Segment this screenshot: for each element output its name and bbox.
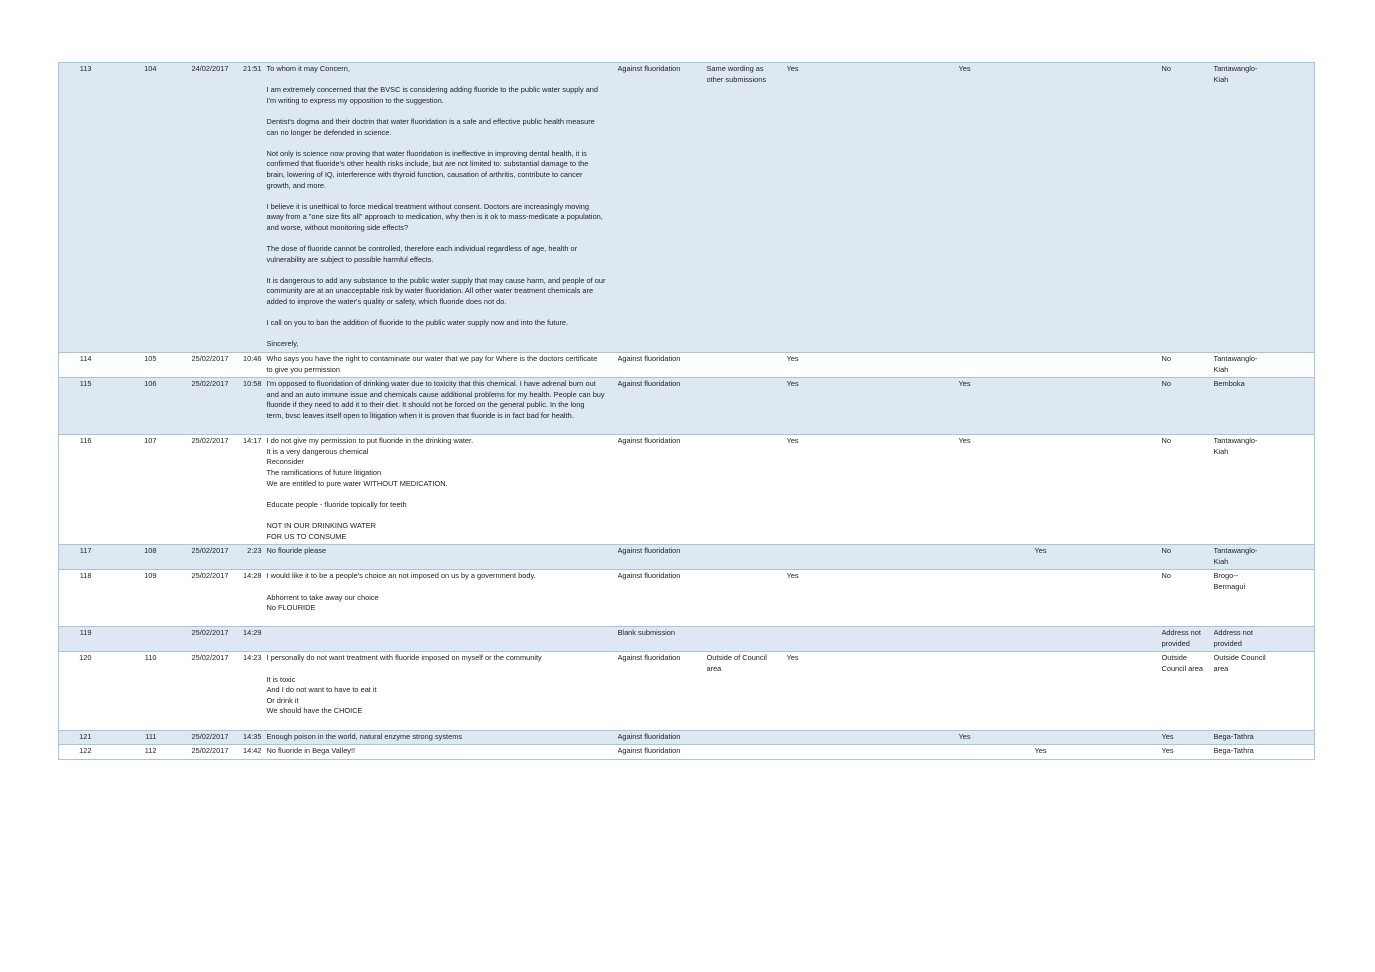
note-cell [707, 353, 787, 378]
note-cell: Same wording as other submissions [707, 63, 787, 353]
submission-id-cell: 106 [99, 378, 165, 435]
comment-line: The ramifications of future litigation [266, 467, 382, 477]
submission-date-cell: 25/02/2017 [165, 627, 229, 652]
locality-cell: Bemboka [1214, 378, 1315, 435]
submission-number-cell: 119 [59, 627, 99, 652]
comment-line: to give you permission [266, 364, 341, 374]
submission-id-cell: 110 [99, 652, 165, 730]
resident-cell: No [1162, 435, 1214, 545]
criteria-3-cell [1035, 435, 1113, 545]
locality-cell: Tantawanglo- Kiah [1214, 63, 1315, 353]
criteria-4-cell [1113, 627, 1162, 652]
submission-number-cell: 114 [59, 353, 99, 378]
comment-line: fluoride if they need to add it to their diet. It should not be forced on the general public. In the long [266, 400, 585, 410]
comment-line [267, 422, 618, 433]
resident-cell: Yes [1162, 745, 1214, 760]
comment-line: Educate people - fluoride topically for teeth [266, 499, 407, 509]
comment-line: added to improve the water's quality or safety, which fluoride does not do. [266, 297, 507, 307]
criteria-3-cell: Yes [1035, 745, 1113, 760]
comment-line [267, 191, 618, 202]
comment-line: It is toxic [266, 674, 296, 684]
comment-line: Who says you have the right to contaminate our water that we pay for Where is the doctors certificate [266, 354, 598, 364]
comment-line: I would like it to be a people's choice an not imposed on us by a government body. [266, 571, 536, 581]
submission-time-cell: 14:28 [229, 570, 265, 627]
criteria-1-cell: Yes [787, 63, 959, 353]
note-cell: Outside of Council area [707, 652, 787, 730]
submissions-sheet [58, 62, 1314, 760]
position-cell: Against fluoridation [618, 545, 707, 570]
comment-line [267, 106, 618, 117]
locality-cell: Bega-Tathra [1214, 730, 1315, 745]
submission-time-cell: 14:42 [229, 745, 265, 760]
note-cell [707, 730, 787, 745]
table-row [59, 652, 1315, 730]
comment-cell [265, 570, 618, 627]
comment-cell [265, 545, 618, 570]
comment-line: and and an auto immune issue and chemicals cause additional problems for my health. People can buy [266, 389, 605, 399]
criteria-3-cell [1035, 353, 1113, 378]
criteria-2-cell [959, 745, 1035, 760]
note-cell [707, 570, 787, 627]
resident-cell: No [1162, 545, 1214, 570]
locality-cell: Bega-Tathra [1214, 745, 1315, 760]
criteria-1-cell: Yes [787, 570, 959, 627]
resident-cell: No [1162, 63, 1214, 353]
comment-line [267, 265, 618, 276]
submission-id-cell [99, 627, 165, 652]
resident-cell: Address not provided [1162, 627, 1214, 652]
resident-cell: Yes [1162, 730, 1214, 745]
comment-line: Enough poison in the world, natural enzyme strong systems [266, 731, 463, 741]
criteria-4-cell [1113, 378, 1162, 435]
position-cell: Against fluoridation [618, 63, 707, 353]
note-cell [707, 627, 787, 652]
submission-date-cell: 25/02/2017 [165, 570, 229, 627]
table-row [59, 353, 1315, 378]
submission-date-cell: 24/02/2017 [165, 63, 229, 353]
criteria-2-cell [959, 545, 1035, 570]
submission-number-cell: 121 [59, 730, 99, 745]
comment-line: I personally do not want treatment with fluoride imposed on myself or the community [266, 653, 542, 663]
position-cell: Against fluoridation [618, 570, 707, 627]
comment-line: away from a "one size fits all" approach to medication, why then is it ok to mass-medicate a population, [266, 212, 603, 222]
criteria-2-cell [959, 353, 1035, 378]
criteria-1-cell: Yes [787, 652, 959, 730]
submission-date-cell: 25/02/2017 [165, 545, 229, 570]
criteria-2-cell: Yes [959, 730, 1035, 745]
locality-cell: Tantawanglo- Kiah [1214, 353, 1315, 378]
comment-line [267, 138, 618, 149]
locality-cell: Outside Council area [1214, 652, 1315, 730]
criteria-2-cell: Yes [959, 435, 1035, 545]
position-cell: Against fluoridation [618, 730, 707, 745]
criteria-4-cell [1113, 745, 1162, 760]
comment-line: I call on you to ban the addition of fluoride to the public water supply now and into the future. [266, 318, 569, 328]
criteria-1-cell [787, 627, 959, 652]
comment-line: We should have the CHOICE [266, 706, 363, 716]
comment-line [267, 308, 618, 319]
criteria-3-cell: Yes [1035, 545, 1113, 570]
resident-cell: No [1162, 353, 1214, 378]
resident-cell: No [1162, 570, 1214, 627]
comment-cell [265, 63, 618, 353]
comment-cell [265, 627, 618, 652]
locality-cell: Brogo-- Bermagui [1214, 570, 1315, 627]
note-cell [707, 745, 787, 760]
locality-cell: Tantawanglo- Kiah [1214, 545, 1315, 570]
submission-time-cell: 14:35 [229, 730, 265, 745]
submission-date-cell: 25/02/2017 [165, 745, 229, 760]
comment-line: I am extremely concerned that the BVSC is considering adding fluoride to the public water supply and [266, 85, 599, 95]
comment-line: I'm writing to express my opposition to the suggestion. [266, 95, 444, 105]
submission-id-cell: 105 [99, 353, 165, 378]
submission-number-cell: 117 [59, 545, 99, 570]
submission-time-cell: 10:58 [229, 378, 265, 435]
note-cell [707, 545, 787, 570]
criteria-1-cell: Yes [787, 353, 959, 378]
submission-date-cell: 25/02/2017 [165, 435, 229, 545]
criteria-1-cell: Yes [787, 435, 959, 545]
position-cell: Against fluoridation [618, 745, 707, 760]
comment-line: vulnerability are subject to possible harmful effects. [266, 254, 434, 264]
criteria-1-cell [787, 745, 959, 760]
comment-line: Not only is science now proving that water fluoridation is ineffective in improving dental health, it is [266, 148, 587, 158]
table-row [59, 63, 1315, 353]
comment-line [267, 234, 618, 245]
submission-number-cell: 113 [59, 63, 99, 353]
criteria-1-cell [787, 730, 959, 745]
position-cell: Against fluoridation [618, 435, 707, 545]
criteria-3-cell [1035, 63, 1113, 353]
criteria-1-cell [787, 545, 959, 570]
note-cell [707, 378, 787, 435]
comment-line: We are entitled to pure water WITHOUT MEDICATION. [266, 478, 448, 488]
criteria-2-cell [959, 627, 1035, 652]
comment-line: It is dangerous to add any substance to the public water supply that may cause harm, and people of our [266, 275, 606, 285]
comment-line: To whom it may Concern, [266, 64, 350, 73]
criteria-3-cell [1035, 652, 1113, 730]
criteria-3-cell [1035, 570, 1113, 627]
comment-line: community are at an unacceptable risk by water fluoridation. All other water treatment chemicals are [266, 286, 594, 296]
position-cell: Against fluoridation [618, 353, 707, 378]
note-cell [707, 435, 787, 545]
submission-id-cell: 107 [99, 435, 165, 545]
comment-line [267, 664, 618, 675]
criteria-4-cell [1113, 570, 1162, 627]
comment-line: term, bvsc leaves itself open to litigation when it is proven that fluoride is in fact bad for health. [266, 411, 574, 420]
locality-cell: Tantawanglo- Kiah [1214, 435, 1315, 545]
table-row [59, 570, 1315, 627]
comment-line [267, 75, 618, 86]
comment-line [267, 582, 618, 593]
submission-date-cell: 25/02/2017 [165, 378, 229, 435]
criteria-2-cell: Yes [959, 63, 1035, 353]
comment-line: Dentist's dogma and their doctrin that water fluoridation is a safe and effective public health measure [266, 116, 595, 126]
table-row [59, 730, 1315, 745]
submission-time-cell: 21:51 [229, 63, 265, 353]
comment-line: Reconsider [266, 457, 304, 467]
resident-cell: Outside Council area [1162, 652, 1214, 730]
submission-date-cell: 25/02/2017 [165, 353, 229, 378]
comment-cell [265, 435, 618, 545]
comment-line: FOR US TO CONSUME [266, 531, 347, 541]
criteria-3-cell [1035, 730, 1113, 745]
criteria-4-cell [1113, 652, 1162, 730]
criteria-3-cell [1035, 627, 1113, 652]
comment-line: I'm opposed to fluoridation of drinking water due to toxicity that this chemical. I have adrenal burn out [266, 379, 596, 389]
table-row [59, 745, 1315, 760]
comment-line [267, 510, 618, 521]
comment-line [267, 614, 618, 625]
submission-time-cell: 14:29 [229, 627, 265, 652]
criteria-1-cell: Yes [787, 378, 959, 435]
position-cell: Against fluoridation [618, 378, 707, 435]
comment-line: Sincerely, [266, 339, 299, 349]
criteria-2-cell [959, 570, 1035, 627]
submissions-table [58, 62, 1315, 760]
comment-line: I do not give my permission to put fluoride in the drinking water. [266, 436, 474, 446]
submission-id-cell: 104 [99, 63, 165, 353]
comment-line: can no longer be defended in science. [266, 127, 392, 137]
table-row [59, 627, 1315, 652]
criteria-2-cell: Yes [959, 378, 1035, 435]
comment-cell [265, 378, 618, 435]
comment-line: No fluoride in Bega Valley!! [266, 746, 356, 756]
comment-line: No FLOURIDE [266, 603, 316, 613]
comment-line: The dose of fluoride cannot be controlled, therefore each individual regardless of age, health or [266, 244, 578, 254]
submissions-rows [59, 63, 1315, 760]
comment-cell [265, 353, 618, 378]
submission-time-cell: 14:17 [229, 435, 265, 545]
submission-time-cell: 14:23 [229, 652, 265, 730]
comment-line: It is a very dangerous chemical [266, 446, 369, 456]
criteria-4-cell [1113, 730, 1162, 745]
comment-line [267, 628, 618, 639]
comment-line: And I do not want to have to eat it [266, 685, 377, 695]
comment-line: No flouride please [266, 546, 327, 556]
comment-line [267, 329, 618, 340]
comment-line: brain, lowering of IQ, interference with thyroid function, causation of arthritis, contribute to cancer [266, 169, 583, 179]
submission-number-cell: 116 [59, 435, 99, 545]
comment-cell [265, 730, 618, 745]
comment-line: I believe it is unethical to force medical treatment without consent. Doctors are increasingly moving [266, 201, 589, 211]
resident-cell: No [1162, 378, 1214, 435]
table-row [59, 435, 1315, 545]
submission-id-cell: 112 [99, 745, 165, 760]
submission-time-cell: 2:23 [229, 545, 265, 570]
submission-time-cell: 10:46 [229, 353, 265, 378]
comment-line: and worse, without monitoring side effects? [266, 222, 409, 232]
submission-id-cell: 109 [99, 570, 165, 627]
comment-line: Or drink it [266, 695, 299, 705]
comment-cell [265, 745, 618, 760]
criteria-3-cell [1035, 378, 1113, 435]
position-cell: Blank submission [618, 627, 707, 652]
comment-line: NOT IN OUR DRINKING WATER [266, 520, 376, 530]
submission-date-cell: 25/02/2017 [165, 730, 229, 745]
comment-line: Abhorrent to take away our choice [266, 592, 379, 602]
submission-id-cell: 111 [99, 730, 165, 745]
locality-cell: Address not provided [1214, 627, 1315, 652]
criteria-4-cell [1113, 353, 1162, 378]
submission-date-cell: 25/02/2017 [165, 652, 229, 730]
table-row [59, 545, 1315, 570]
criteria-4-cell [1113, 435, 1162, 545]
submission-number-cell: 122 [59, 745, 99, 760]
table-row [59, 378, 1315, 435]
comment-line [267, 489, 618, 500]
criteria-4-cell [1113, 545, 1162, 570]
submission-id-cell: 108 [99, 545, 165, 570]
criteria-2-cell [959, 652, 1035, 730]
submission-number-cell: 120 [59, 652, 99, 730]
comment-line: confirmed that fluoride's other health risks include, but are not limited to: substantial damage to the [266, 159, 589, 169]
position-cell: Against fluoridation [618, 652, 707, 730]
comment-line: growth, and more. [266, 180, 327, 190]
comment-cell [265, 652, 618, 730]
submission-number-cell: 118 [59, 570, 99, 627]
comment-line [267, 717, 618, 728]
submission-number-cell: 115 [59, 378, 99, 435]
criteria-4-cell [1113, 63, 1162, 353]
